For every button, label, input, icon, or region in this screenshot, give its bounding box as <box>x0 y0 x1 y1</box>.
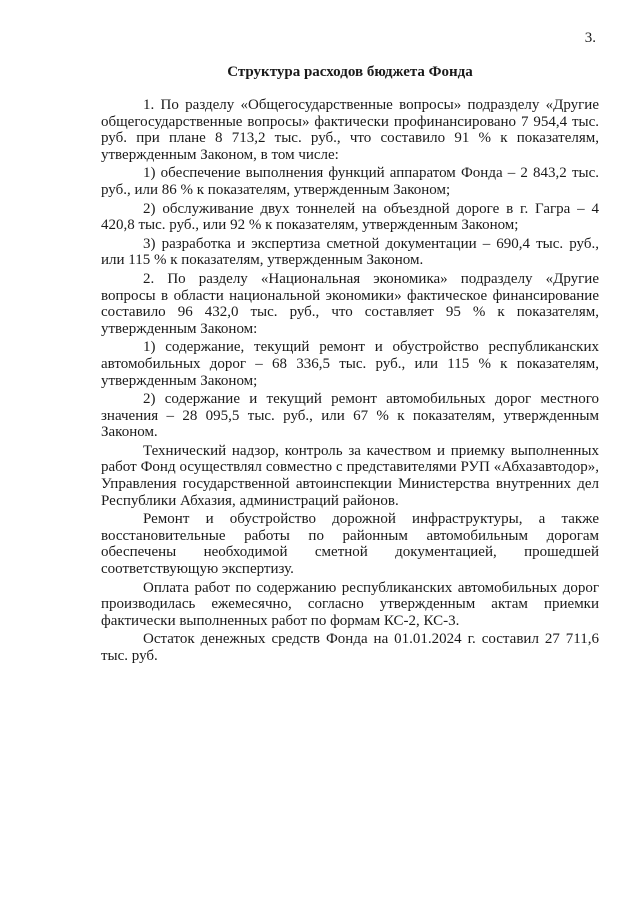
paragraph-item-1-3: 3) разработка и экспертиза сметной документации – 690,4 тыс. руб., или 115 % к показателям, утвержденным Законом. <box>101 235 599 269</box>
paragraph-item-2-1: 1) содержание, текущий ремонт и обустройство республиканских автомобильных дорог – 68 336,5 тыс. руб., или 115 % к показателям, утвержденным Законом; <box>101 339 599 389</box>
paragraph-section-1: 1. По разделу «Общегосударственные вопросы» подразделу «Другие общегосударственные вопросы» фактически профинансировано 7 954,4 тыс. руб. при плане 8 713,2 тыс. руб., что составило 91 % к показателям, утвержденным Законом, в том числе: <box>101 97 599 163</box>
paragraph-item-1-1: 1) обеспечение выполнения функций аппаратом Фонда – 2 843,2 тыс. руб., или 86 % к показателям, утвержденным Законом; <box>101 165 599 198</box>
page-title: Структура расходов бюджета Фонда <box>227 64 473 80</box>
paragraph-item-1-2: 2) обслуживание двух тоннелей на объездной дороге в г. Гагра – 4 420,8 тыс. руб., или 92 % к показателям, утвержденным Законом; <box>101 200 599 234</box>
paragraph-item-2-2: 2) содержание и текущий ремонт автомобильных дорог местного значения – 28 095,5 тыс. руб., или 67 % к показателям, утвержденным Законом. <box>101 391 599 441</box>
paragraph-balance: Остаток денежных средств Фонда на 01.01.2024 г. составил 27 711,6 тыс. руб. <box>101 631 599 664</box>
document-body <box>101 97 599 667</box>
paragraph-payment: Оплата работ по содержанию республиканских автомобильных дорог производилась ежемесячно, согласно утвержденным актам приемки фактически выполненных работ по формам КС-2, КС-3. <box>101 579 599 629</box>
page-number: 3. <box>584 30 596 46</box>
paragraph-supervision: Технический надзор, контроль за качеством и приемку выполненных работ Фонд осуществлял совместно с представителями РУП «Абхазавтодор», Управления государственной автоинспекции Министерства внутренних дел Республики Абхазия, администраций районов. <box>101 442 599 509</box>
paragraph-section-2: 2. По разделу «Национальная экономика» подразделу «Другие вопросы в области национальной экономики» фактическое финансирование составило 96 432,0 тыс. руб., что составляет 95 % к показателям, утвержденным Законом: <box>101 270 599 337</box>
paragraph-repair: Ремонт и обустройство дорожной инфраструктуры, а также восстановительные работы по районным автомобильным дорогам обеспечены необходимой сметной документацией, прошедшей соответствующую экспертизу. <box>101 511 599 578</box>
